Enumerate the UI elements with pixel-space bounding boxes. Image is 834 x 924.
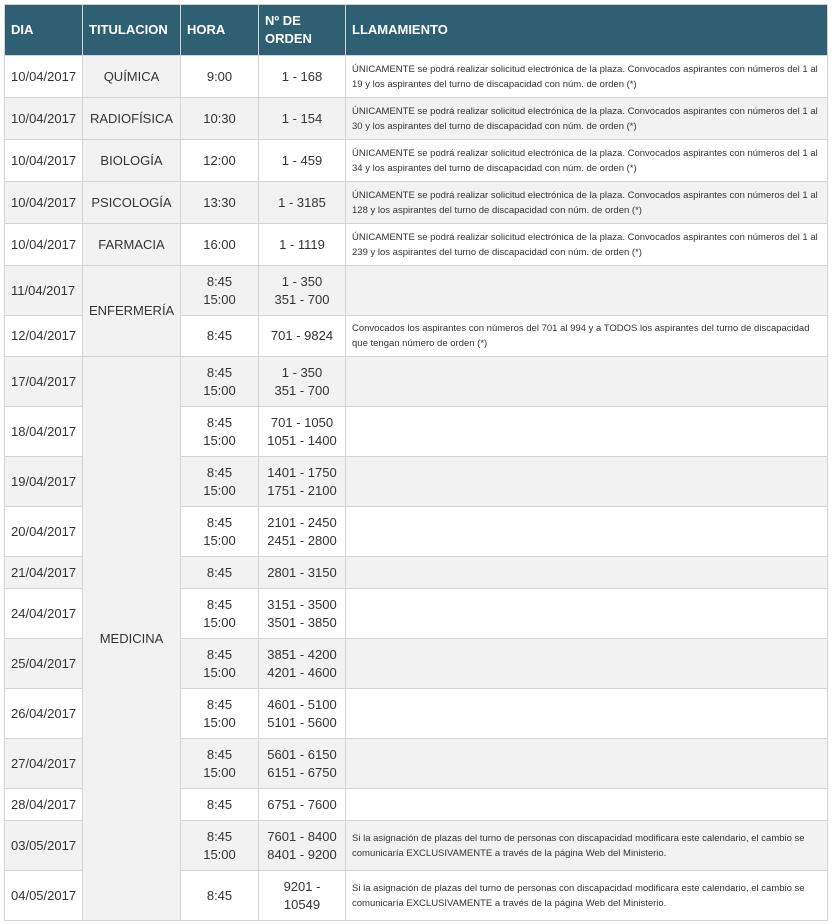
cell-dia: 12/04/2017 — [5, 316, 83, 357]
cell-dia: 11/04/2017 — [5, 266, 83, 316]
hora-value: 8:45 — [206, 364, 233, 380]
hora-value: 8:45 — [206, 646, 233, 662]
orden-value: 2451 - 2800 — [267, 532, 337, 548]
header-dia: DIA — [5, 5, 83, 56]
cell-orden — [259, 557, 346, 589]
cell-orden — [259, 689, 346, 739]
cell-hora — [181, 457, 259, 507]
hora-value: 8:45 — [206, 828, 233, 844]
cell-hora — [181, 98, 259, 140]
cell-orden — [259, 457, 346, 507]
cell-orden — [259, 589, 346, 639]
cell-hora — [181, 140, 259, 182]
cell-llamamiento: ÚNICAMENTE se podrá realizar solicitud electrónica de la plaza. Convocados aspirantes con números del 1 al 19 y los aspirantes del turno de discapacidad con núm. de orden (*) — [346, 56, 828, 98]
hora-value: 15:00 — [203, 764, 236, 780]
cell-dia: 18/04/2017 — [5, 407, 83, 457]
hora-value: 8:45 — [206, 273, 233, 289]
table-row — [5, 182, 828, 224]
orden-value: 1 - 3185 — [278, 194, 326, 210]
cell-orden — [259, 639, 346, 689]
hora-value: 8:45 — [206, 414, 233, 430]
cell-llamamiento: Convocados los aspirantes con números del 701 al 994 y a TODOS los aspirantes del turno de discapacidad que tengan número de orden (*) — [346, 316, 828, 357]
table-row — [5, 56, 828, 98]
cell-dia: 10/04/2017 — [5, 182, 83, 224]
cell-dia: 10/04/2017 — [5, 224, 83, 266]
orden-value: 3501 - 3850 — [267, 614, 337, 630]
hora-value: 8:45 — [206, 514, 233, 530]
table-row — [5, 98, 828, 140]
hora-value: 15:00 — [203, 382, 236, 398]
orden-value: 1751 - 2100 — [267, 482, 337, 498]
cell-orden — [259, 56, 346, 98]
cell-orden — [259, 224, 346, 266]
cell-llamamiento — [346, 357, 828, 407]
cell-hora — [181, 182, 259, 224]
orden-value: 1 - 350 — [281, 364, 323, 380]
cell-hora — [181, 739, 259, 789]
cell-hora — [181, 639, 259, 689]
cell-llamamiento — [346, 266, 828, 316]
cell-orden — [259, 507, 346, 557]
cell-hora — [181, 789, 259, 821]
header-row — [5, 5, 828, 56]
cell-hora — [181, 224, 259, 266]
cell-dia: 19/04/2017 — [5, 457, 83, 507]
cell-llamamiento: ÚNICAMENTE se podrá realizar solicitud electrónica de la plaza. Convocados aspirantes con números del 1 al 239 y los aspirantes del turno de discapacidad con núm. de orden (*) — [346, 224, 828, 266]
header-hora: HORA — [181, 5, 259, 56]
header-llamamiento: LLAMAMIENTO — [346, 5, 828, 56]
cell-dia: 27/04/2017 — [5, 739, 83, 789]
hora-value: 13:30 — [203, 194, 236, 210]
orden-value: 1 - 168 — [281, 68, 323, 84]
hora-value: 12:00 — [203, 152, 236, 168]
cell-orden — [259, 266, 346, 316]
cell-dia: 10/04/2017 — [5, 98, 83, 140]
hora-value: 8:45 — [206, 464, 233, 480]
cell-dia: 28/04/2017 — [5, 789, 83, 821]
cell-orden — [259, 316, 346, 357]
cell-dia: 21/04/2017 — [5, 557, 83, 589]
cell-hora — [181, 821, 259, 871]
cell-llamamiento — [346, 407, 828, 457]
table-row — [5, 357, 828, 407]
cell-orden — [259, 140, 346, 182]
orden-value: 1 - 1119 — [279, 236, 325, 252]
cell-dia: 24/04/2017 — [5, 589, 83, 639]
cell-hora — [181, 589, 259, 639]
hora-value: 15:00 — [203, 482, 236, 498]
hora-value: 8:45 — [206, 887, 233, 903]
orden-value: 1 - 459 — [281, 152, 323, 168]
cell-titulacion: FARMACIA — [83, 224, 181, 266]
cell-llamamiento — [346, 457, 828, 507]
hora-value: 8:45 — [206, 746, 233, 762]
header-orden: Nº DE ORDEN — [259, 5, 346, 56]
cell-llamamiento — [346, 639, 828, 689]
cell-llamamiento: Si la asignación de plazas del turno de personas con discapacidad modificara este calendario, el cambio se comunicaría EXCLUSIVAMENTE a través de la página Web del Ministerio. — [346, 821, 828, 871]
orden-value: 351 - 700 — [274, 291, 330, 307]
cell-dia: 26/04/2017 — [5, 689, 83, 739]
cell-llamamiento — [346, 739, 828, 789]
cell-titulacion: BIOLOGÍA — [83, 140, 181, 182]
cell-llamamiento: ÚNICAMENTE se podrá realizar solicitud electrónica de la plaza. Convocados aspirantes con números del 1 al 128 y los aspirantes del turno de discapacidad con núm. de orden (*) — [346, 182, 828, 224]
cell-hora — [181, 507, 259, 557]
cell-hora — [181, 266, 259, 316]
hora-value: 8:45 — [206, 696, 233, 712]
hora-value: 10:30 — [203, 110, 236, 126]
cell-hora — [181, 689, 259, 739]
header-titulacion: TITULACION — [83, 5, 181, 56]
cell-llamamiento — [346, 689, 828, 739]
cell-llamamiento — [346, 789, 828, 821]
cell-orden — [259, 98, 346, 140]
cell-hora — [181, 56, 259, 98]
hora-value: 8:45 — [206, 596, 233, 612]
orden-value: 2801 - 3150 — [267, 564, 337, 580]
orden-value: 8401 - 9200 — [267, 846, 337, 862]
orden-value: 5101 - 5600 — [267, 714, 337, 730]
table-row — [5, 224, 828, 266]
orden-value: 701 - 1050 — [270, 414, 334, 430]
cell-llamamiento: ÚNICAMENTE se podrá realizar solicitud electrónica de la plaza. Convocados aspirantes con números del 1 al 34 y los aspirantes del turno de discapacidad con núm. de orden (*) — [346, 140, 828, 182]
cell-orden — [259, 407, 346, 457]
hora-value: 15:00 — [203, 614, 236, 630]
orden-value: 3151 - 3500 — [267, 596, 337, 612]
cell-hora — [181, 316, 259, 357]
cell-titulacion: MEDICINA — [83, 357, 181, 921]
cell-dia: 03/05/2017 — [5, 821, 83, 871]
cell-titulacion: QUÍMICA — [83, 56, 181, 98]
cell-dia: 20/04/2017 — [5, 507, 83, 557]
hora-value: 8:45 — [206, 328, 233, 343]
cell-dia: 10/04/2017 — [5, 140, 83, 182]
cell-llamamiento — [346, 589, 828, 639]
orden-value: 701 - 9824 — [270, 328, 334, 343]
cell-orden — [259, 789, 346, 821]
orden-value: 1401 - 1750 — [267, 464, 337, 480]
orden-value: 1 - 154 — [281, 110, 323, 126]
hora-value: 15:00 — [203, 532, 236, 548]
cell-llamamiento: ÚNICAMENTE se podrá realizar solicitud electrónica de la plaza. Convocados aspirantes con números del 1 al 30 y los aspirantes del turno de discapacidad con núm. de orden (*) — [346, 98, 828, 140]
hora-value: 16:00 — [203, 236, 236, 252]
calendar-table — [4, 4, 828, 921]
table-row — [5, 266, 828, 316]
cell-orden — [259, 739, 346, 789]
orden-value: 1 - 350 — [281, 273, 323, 289]
orden-value: 2101 - 2450 — [267, 514, 337, 530]
hora-value: 15:00 — [203, 432, 236, 448]
orden-value: 9201 - 10549 — [283, 878, 321, 912]
orden-value: 7601 - 8400 — [267, 828, 337, 844]
cell-dia: 04/05/2017 — [5, 871, 83, 921]
cell-titulacion: RADIOFÍSICA — [83, 98, 181, 140]
hora-value: 15:00 — [203, 664, 236, 680]
cell-orden — [259, 357, 346, 407]
orden-value: 351 - 700 — [274, 382, 330, 398]
hora-value: 8:45 — [206, 564, 233, 580]
orden-value: 3851 - 4200 — [267, 646, 337, 662]
orden-value: 4201 - 4600 — [267, 664, 337, 680]
orden-value: 4601 - 5100 — [267, 696, 337, 712]
table-body — [5, 56, 828, 921]
cell-titulacion: ENFERMERÍA — [83, 266, 181, 357]
cell-llamamiento — [346, 557, 828, 589]
orden-value: 1051 - 1400 — [267, 432, 337, 448]
cell-hora — [181, 407, 259, 457]
cell-orden — [259, 871, 346, 921]
orden-value: 6751 - 7600 — [267, 796, 337, 812]
orden-value: 5601 - 6150 — [267, 746, 337, 762]
hora-value: 9:00 — [206, 68, 233, 84]
cell-hora — [181, 357, 259, 407]
cell-titulacion: PSICOLOGÍA — [83, 182, 181, 224]
hora-value: 8:45 — [206, 796, 233, 812]
cell-dia: 10/04/2017 — [5, 56, 83, 98]
cell-orden — [259, 821, 346, 871]
cell-dia: 25/04/2017 — [5, 639, 83, 689]
cell-hora — [181, 557, 259, 589]
cell-orden — [259, 182, 346, 224]
table-row — [5, 140, 828, 182]
cell-hora — [181, 871, 259, 921]
hora-value: 15:00 — [203, 846, 236, 862]
cell-llamamiento — [346, 507, 828, 557]
orden-value: 6151 - 6750 — [267, 764, 337, 780]
cell-dia: 17/04/2017 — [5, 357, 83, 407]
hora-value: 15:00 — [203, 714, 236, 730]
cell-llamamiento: Si la asignación de plazas del turno de personas con discapacidad modificara este calendario, el cambio se comunicaría EXCLUSIVAMENTE a través de la página Web del Ministerio. — [346, 871, 828, 921]
hora-value: 15:00 — [203, 291, 236, 307]
